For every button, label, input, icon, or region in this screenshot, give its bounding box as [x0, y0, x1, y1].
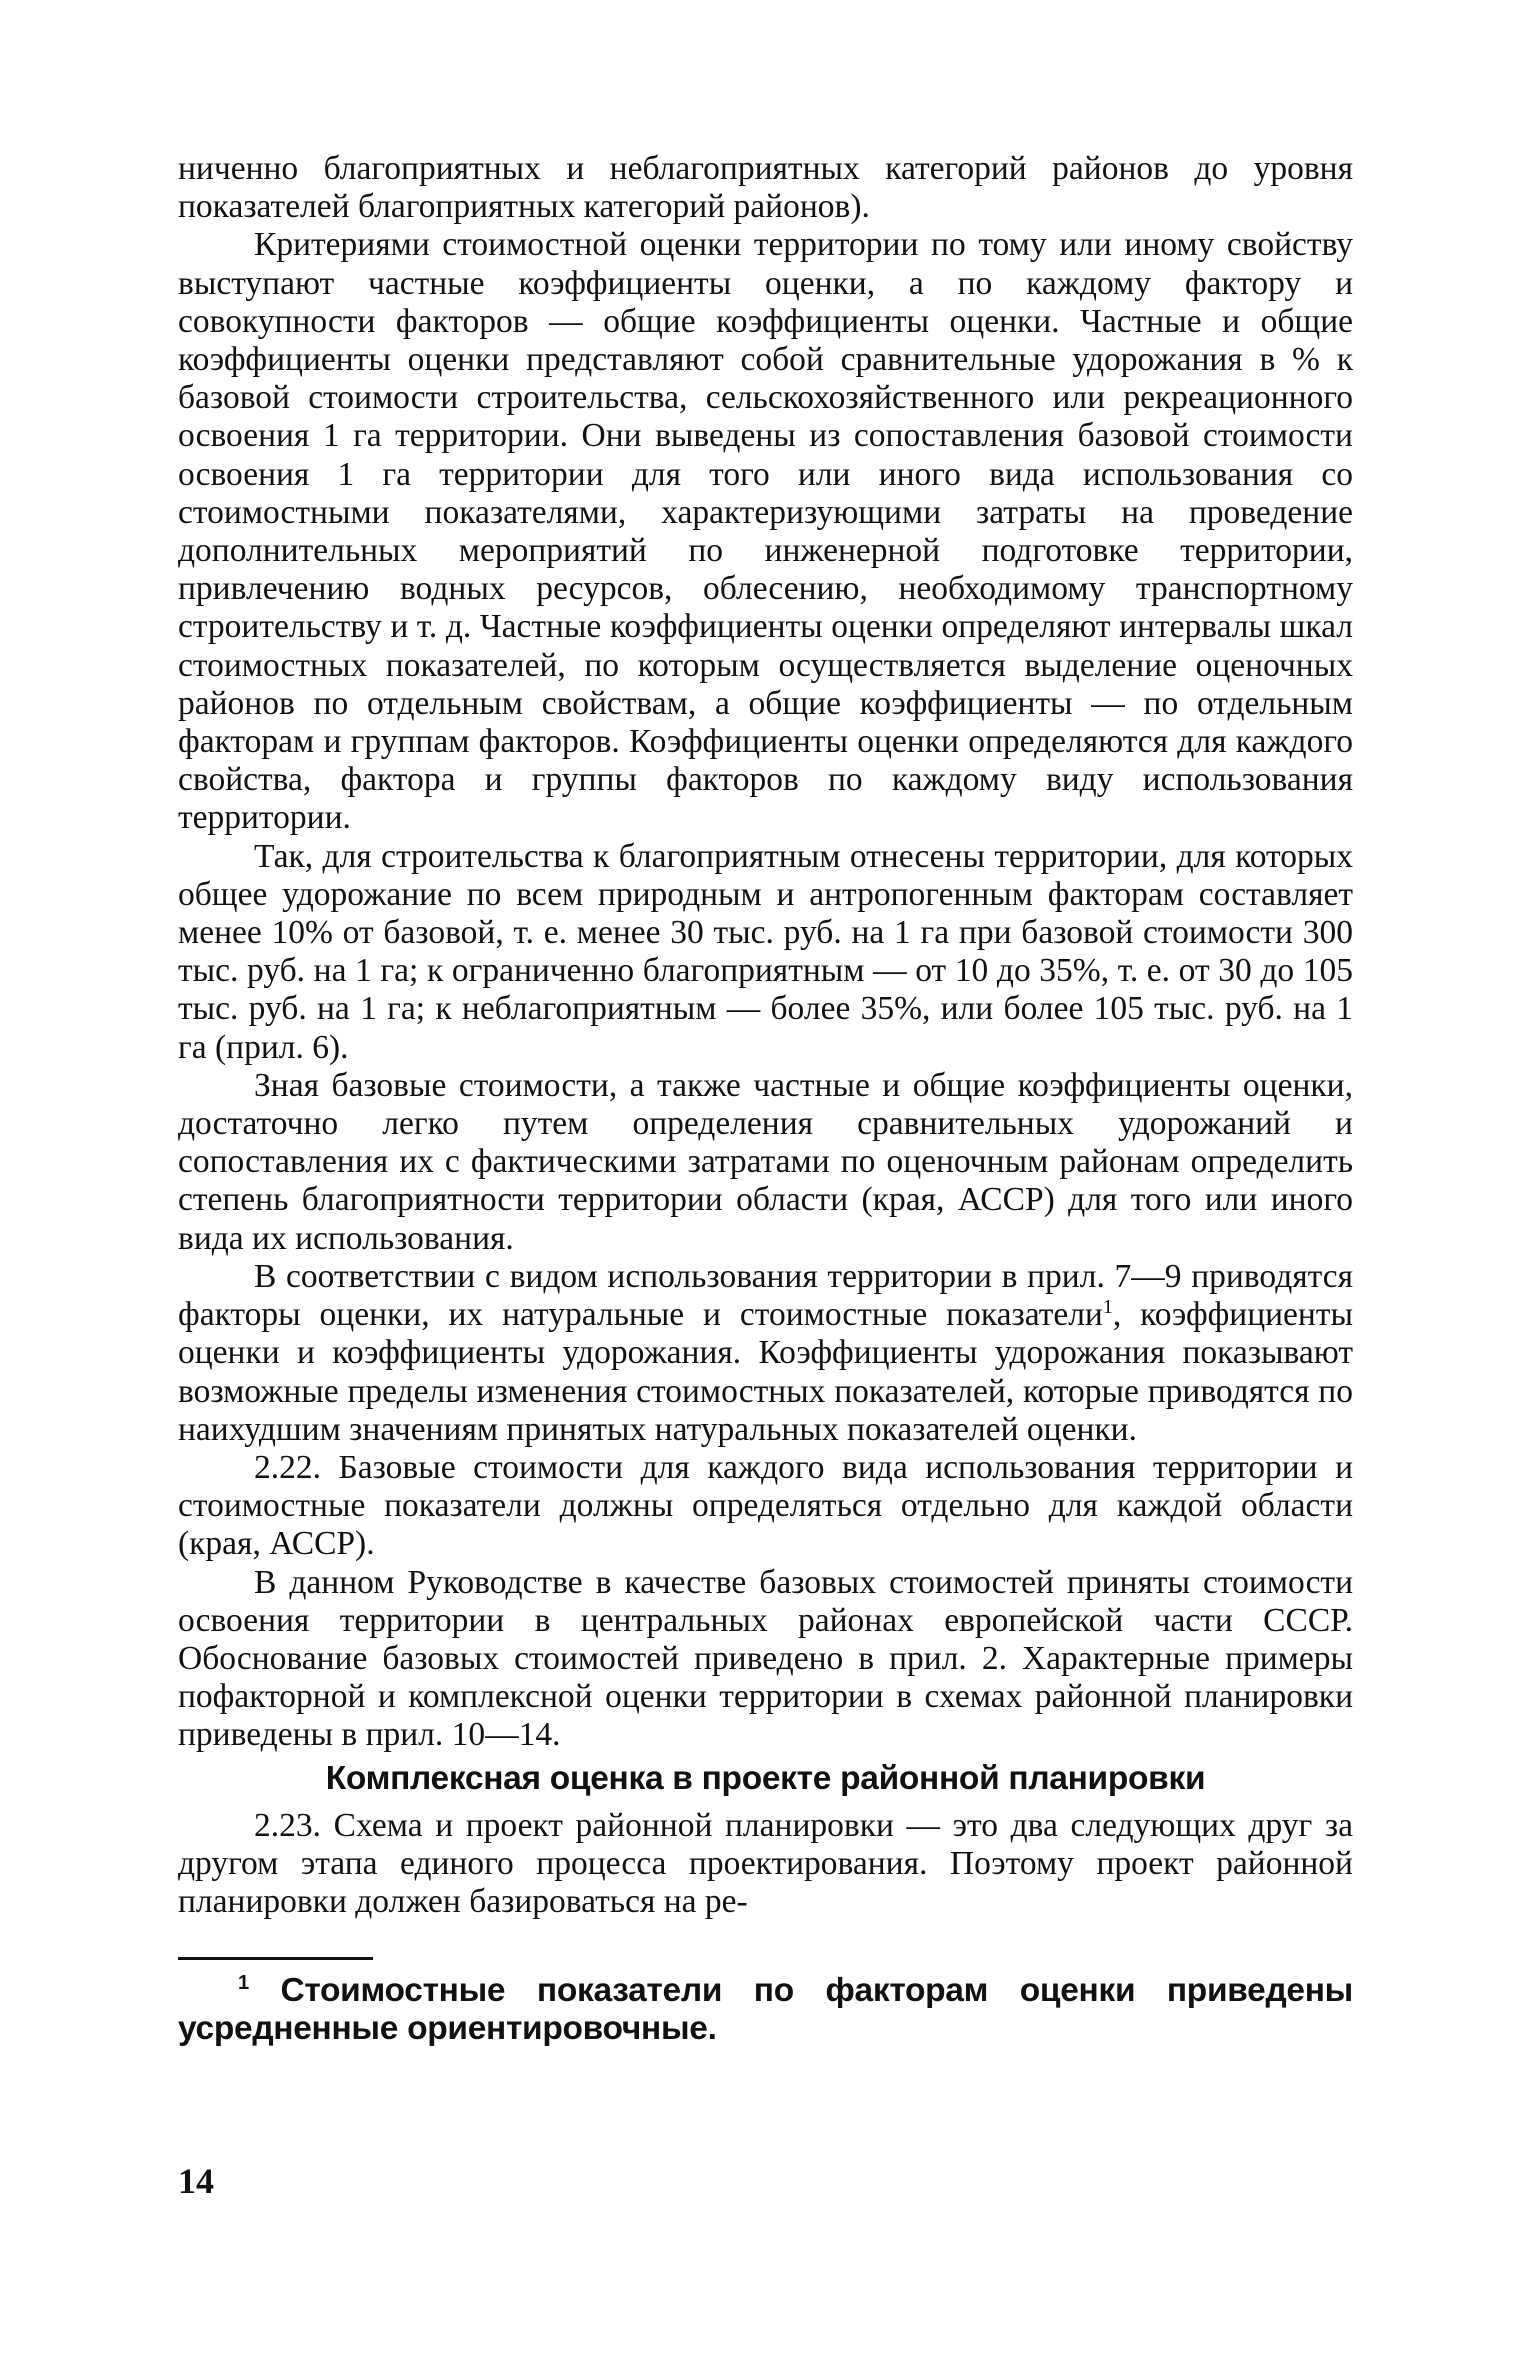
paragraph-2-22: 2.22. Базовые стоимости для каждого вида использования территории и стоимостные показатели должны определяться отдельно для каждой области (края, АССР).: [178, 1448, 1353, 1563]
paragraph-base-costs: Зная базовые стоимости, а также частные и общие коэффициенты оценки, достаточно легко путем определения сравнительных удорожаний и сопоставления их с фактическими затратами по оценочным районам определить степень благоприятности территории области (края, АССР) для того или иного вида их использования.: [178, 1066, 1353, 1257]
footnote-mark: 1: [238, 1971, 249, 1994]
paragraph-appendix-factors-part1: В соответствии с видом использования территории в прил. 7—9 приводятся факторы оценки, их натуральные и стоимостные показатели: [178, 1257, 1353, 1334]
footnote-divider: [178, 1957, 373, 1960]
footnote-text: Стоимостные показатели по факторам оценки приведены усредненные ориентировочные.: [178, 1972, 1353, 2048]
section-heading: Комплексная оценка в проекте районной планировки: [325, 1759, 1206, 1797]
page-body: [178, 150, 1353, 2230]
paragraph-criteria: Критериями стоимостной оценки территории по тому или иному свойству выступают частные коэффициенты оценки, а по каждому фактору и совокупности факторов — общие коэффициенты оценки. Частные и общие коэффициенты оценки представляют собой сравнительные удорожания в % к базовой стоимости строительства, сельскохозяйственного или рекреационного освоения 1 га территории. Они выведены из сопоставления базовой стоимости освоения 1 га территории для того или иного вида использования со стоимостными показателями, характеризующими затраты на проведение дополнительных мероприятий по инженерной подготовке территории, привлечению водных ресурсов, облесению, необходимому транспортному строительству и т. д. Частные коэффициенты оценки определяют интервалы шкал стоимостных показателей, по которым осуществляется выделение оценочных районов по отдельным свойствам, а общие коэффициенты — по отдельным факторам и группам факторов. Коэффициенты оценки определяются для каждого свойства, фактора и группы факторов по каждому виду использования территории.: [178, 226, 1353, 837]
paragraph-appendix-factors-part2: , коэффициенты оценки и коэффициенты удорожания. Коэффициенты удорожания показывают возможные пределы изменения стоимостных показателей, которые приводятся по наихудшим значениям принятых натуральных показателей оценки.: [178, 1296, 1353, 1448]
paragraph-guide-base-costs: В данном Руководстве в качестве базовых стоимостей приняты стоимости освоения территории в центральных районах европейской части СССР. Обоснование базовых стоимостей приведено в прил. 2. Характерные примеры пофакторной и комплексной оценки территории в схемах районной планировки приведены в прил. 10—14.: [178, 1563, 1353, 1754]
footnote-reference: 1: [1102, 1295, 1113, 1318]
paragraph-construction-example: Так, для строительства к благоприятным отнесены территории, для которых общее удорожание по всем природным и антропогенным факторам составляет менее 10% от базовой, т. е. менее 30 тыс. руб. на 1 га при базовой стоимости 300 тыс. руб. на 1 га; к ограниченно благоприятным — от 10 до 35%, т. е. от 30 до 105 тыс. руб. на 1 га; к неблагоприятным — более 35%, или более 105 тыс. руб. на 1 га (прил. 6).: [178, 837, 1353, 1066]
paragraph-continuation: ниченно благоприятных и неблагоприятных категорий районов до уровня показателей благоприятных категорий районов).: [178, 150, 1353, 226]
paragraph-2-23: 2.23. Схема и проект районной планировки — это два следующих друг за другом этапа единого процесса проектирования. Поэтому проект районной планировки должен базироваться на ре-: [178, 1806, 1353, 1920]
page-number: 14: [178, 2161, 214, 2201]
paragraph-appendix-factors: [178, 1258, 1353, 1449]
footnote: [178, 1972, 1353, 2048]
